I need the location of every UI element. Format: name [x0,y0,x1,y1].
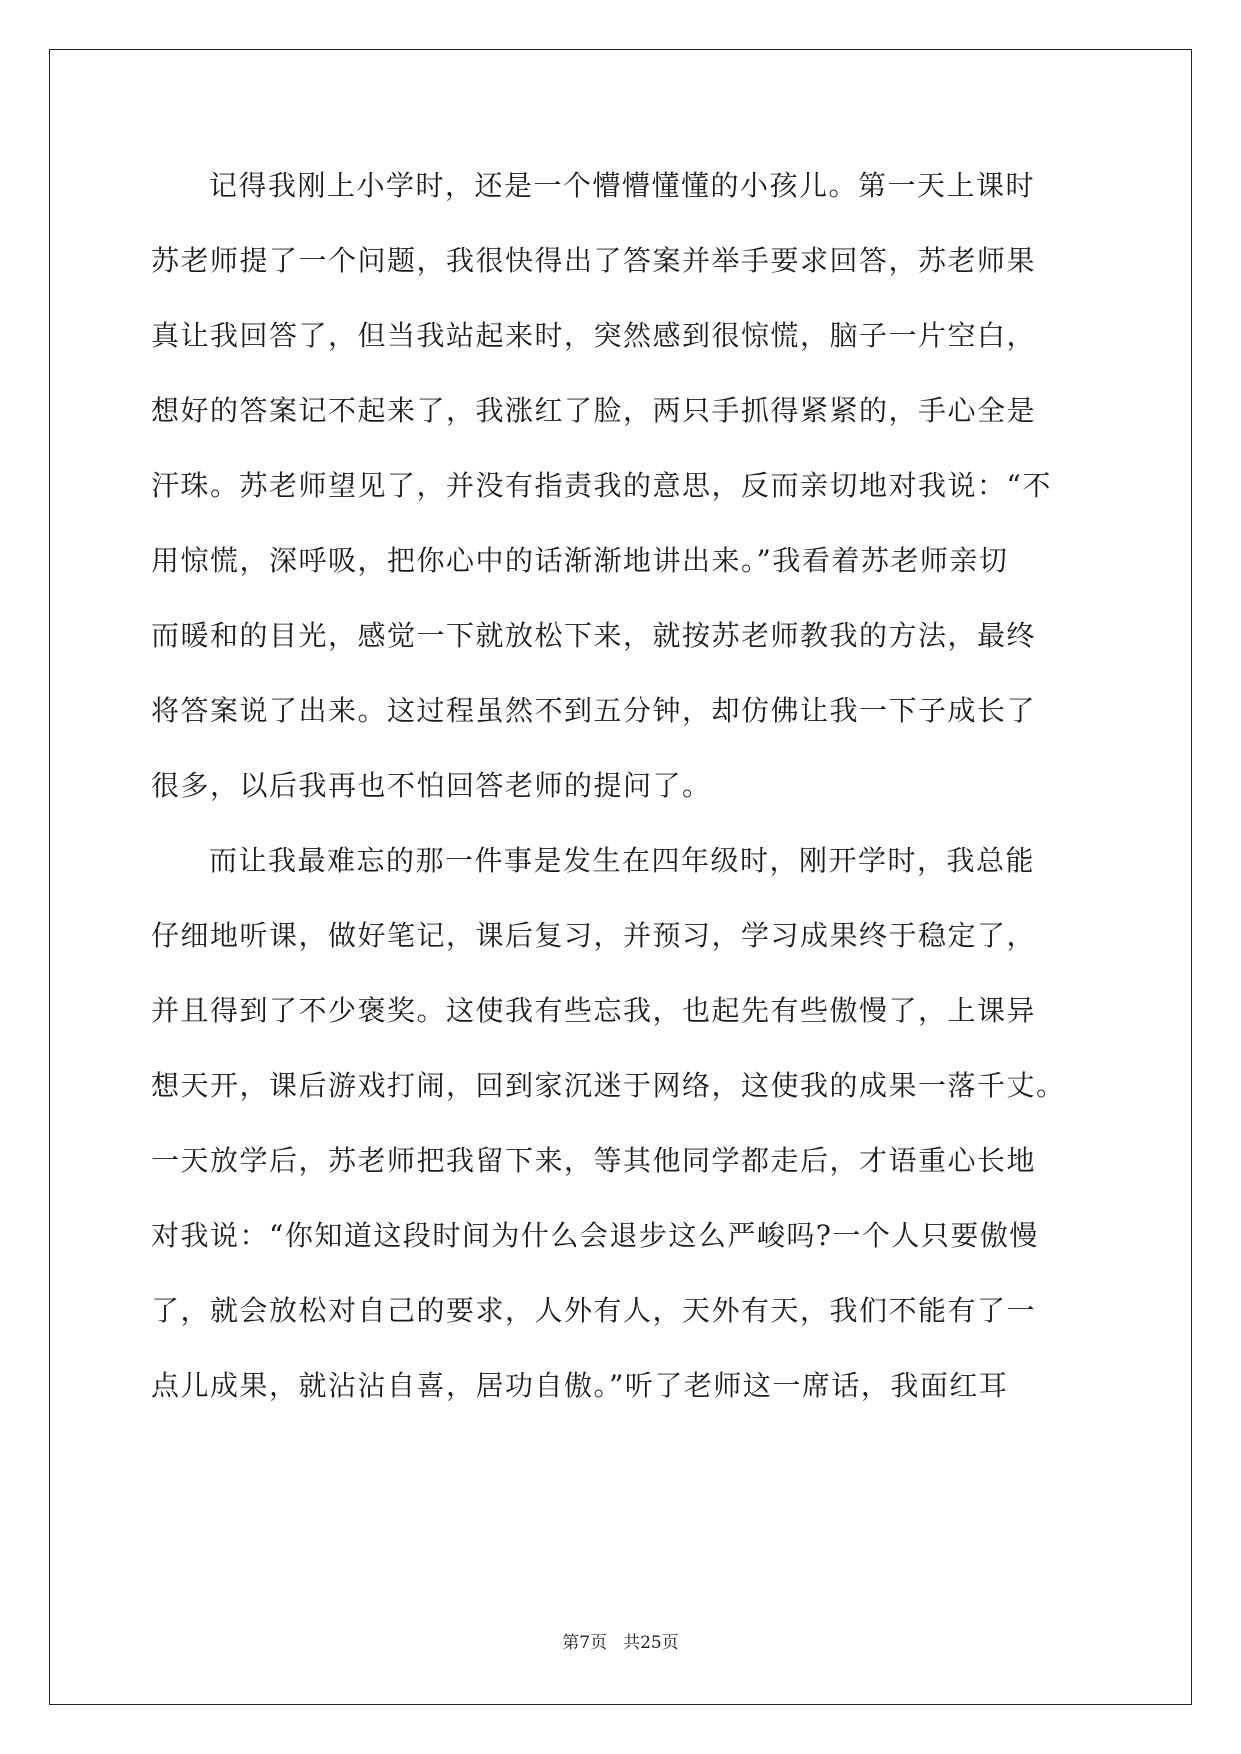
text-line: 汗珠。苏老师望见了，并没有指责我的意思，反而亲切地对我说：“不 [151,469,1052,502]
text-line: 将答案说了出来。这过程虽然不到五分钟，却仿佛让我一下子成长了 [151,694,1037,727]
text-line: 记得我刚上小学时，还是一个懵懵懂懂的小孩儿。第一天上课时 [209,169,1036,202]
text-line: 点儿成果，就沾沾自喜，居功自傲。”听了老师这一席话，我面红耳 [151,1369,1009,1402]
text-line: 了，就会放松对自己的要求，人外有人，天外有天，我们不能有了一 [151,1294,1037,1327]
text-line: 想好的答案记不起来了，我涨红了脸，两只手抓得紧紧的，手心全是 [151,394,1037,427]
text-line: 很多，以后我再也不怕回答老师的提问了。 [151,769,712,802]
text-line: 而暖和的目光，感觉一下就放松下来，就按苏老师教我的方法，最终 [151,619,1037,652]
text-line: 想天开，课后游戏打闹，回到家沉迷于网络，这使我的成果一落千丈。 [151,1069,1066,1102]
document-body [151,160,1091,1435]
page-footer [0,1628,1241,1653]
text-line: 一天放学后，苏老师把我留下来，等其他同学都走后，才语重心长地 [151,1144,1037,1177]
text-line: 用惊慌，深呼吸，把你心中的话渐渐地讲出来。”我看着苏老师亲切 [151,544,1009,577]
text-line: 并且得到了不少褒奖。这使我有些忘我，也起先有些傲慢了，上课异 [151,994,1037,1027]
text-line: 仔细地听课，做好笔记，课后复习，并预习，学习成果终于稳定了， [151,919,1037,952]
text-line: 对我说：“你知道这段时间为什么会退步这么严峻吗?一个人只要傲慢 [151,1219,1039,1252]
page-total: 共25页 [623,1633,679,1653]
text-line: 苏老师提了一个问题，我很快得出了答案并举手要求回答，苏老师果 [151,244,1037,277]
text-line: 而让我最难忘的那一件事是发生在四年级时，刚开学时，我总能 [209,844,1036,877]
text-line: 真让我回答了，但当我站起来时，突然感到很惊慌，脑子一片空白， [151,319,1037,352]
page-number: 第7页 [562,1633,608,1653]
